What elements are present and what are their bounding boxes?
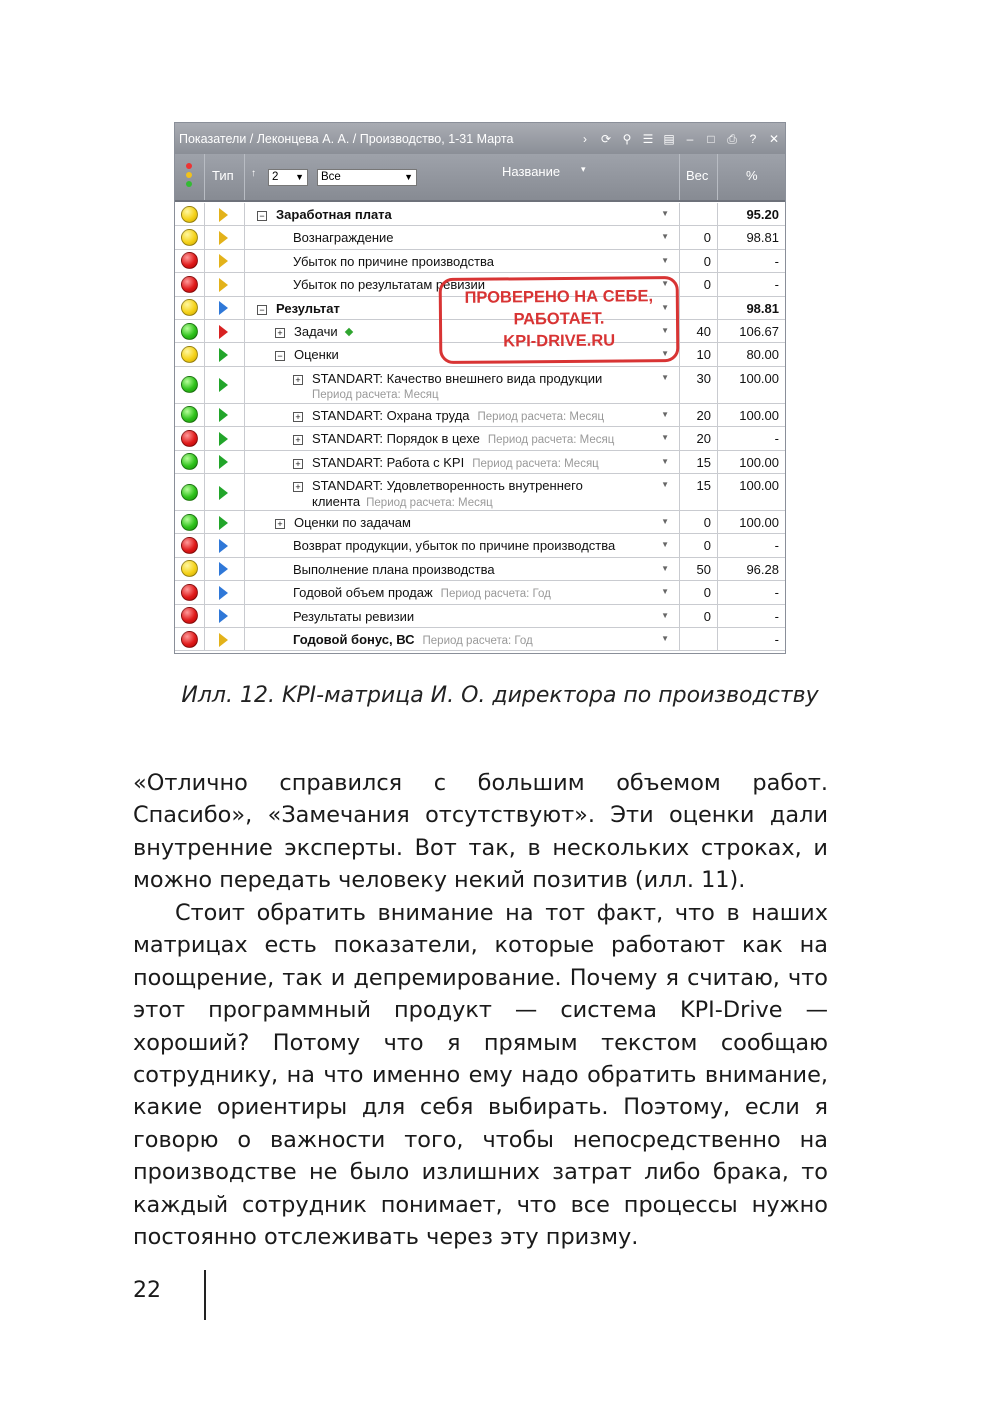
status-cell bbox=[175, 605, 205, 627]
percent-cell bbox=[718, 404, 785, 426]
row-dropdown-icon[interactable]: ▼ bbox=[661, 302, 669, 312]
kpi-name: Результаты ревизии bbox=[293, 608, 415, 624]
table-row[interactable] bbox=[175, 558, 785, 581]
weight-cell bbox=[680, 250, 718, 272]
percent-cell bbox=[718, 511, 785, 533]
percent-value: 106.67 bbox=[739, 324, 779, 339]
row-dropdown-icon[interactable]: ▼ bbox=[661, 540, 669, 550]
collapse-icon[interactable]: − bbox=[275, 351, 285, 361]
type-cell bbox=[205, 273, 245, 295]
status-cell bbox=[175, 534, 205, 556]
kpi-name: Заработная плата bbox=[276, 207, 392, 222]
status-cell bbox=[175, 343, 205, 365]
status-green-icon bbox=[181, 406, 198, 423]
type-green-arrow-icon bbox=[219, 432, 228, 446]
percent-value: 100.00 bbox=[739, 478, 779, 493]
weight-cell bbox=[680, 226, 718, 248]
weight-cell bbox=[680, 343, 718, 365]
percent-value: - bbox=[774, 538, 779, 554]
window-titlebar bbox=[175, 123, 785, 154]
type-cell bbox=[205, 534, 245, 556]
type-blue-arrow-icon bbox=[219, 539, 228, 553]
percent-value: - bbox=[774, 585, 779, 601]
dropdown-arrow-icon: ▼ bbox=[404, 172, 413, 182]
type-cell bbox=[205, 474, 245, 510]
percent-value: 100.00 bbox=[739, 370, 779, 386]
maximize-icon[interactable]: □ bbox=[707, 131, 715, 146]
type-cell bbox=[205, 511, 245, 533]
row-dropdown-icon[interactable]: ▼ bbox=[661, 409, 669, 419]
table-row[interactable] bbox=[175, 404, 785, 427]
name-cell bbox=[245, 367, 680, 403]
status-green-icon bbox=[181, 376, 198, 393]
kpi-name: Результат bbox=[276, 300, 340, 316]
status-red-icon bbox=[181, 607, 198, 624]
filter-select[interactable]: Все ▼ bbox=[317, 169, 417, 186]
weight-cell bbox=[680, 581, 718, 603]
row-dropdown-icon[interactable]: ▼ bbox=[661, 587, 669, 597]
collapse-icon[interactable]: − bbox=[257, 211, 267, 221]
page-divider bbox=[204, 1270, 206, 1320]
period-label: Период расчета: Год bbox=[422, 635, 533, 647]
percent-value: 80.00 bbox=[746, 347, 779, 363]
kpi-name: Вознаграждение bbox=[293, 230, 394, 246]
expand-icon[interactable]: + bbox=[293, 375, 303, 385]
table-header bbox=[175, 154, 785, 202]
table-row[interactable] bbox=[175, 628, 785, 651]
type-green-arrow-icon bbox=[219, 455, 228, 469]
expand-icon[interactable]: + bbox=[275, 328, 285, 338]
kpi-name: STANDART: Охрана труда bbox=[312, 407, 470, 423]
name-cell bbox=[245, 605, 680, 627]
weight-value: 0 bbox=[703, 253, 711, 269]
status-cell bbox=[175, 511, 205, 533]
weight-value: 15 bbox=[696, 454, 711, 470]
type-cell bbox=[205, 320, 245, 342]
status-cell bbox=[175, 581, 205, 603]
weight-column-header[interactable]: Вес bbox=[680, 154, 718, 200]
weight-cell bbox=[680, 404, 718, 426]
kpi-matrix-screenshot bbox=[174, 122, 786, 654]
percent-cell bbox=[718, 605, 785, 627]
status-cell bbox=[175, 427, 205, 449]
status-cell bbox=[175, 628, 205, 650]
percent-value: 100.00 bbox=[739, 515, 779, 530]
status-cell bbox=[175, 558, 205, 580]
weight-cell bbox=[680, 273, 718, 295]
weight-value: 0 bbox=[703, 585, 711, 601]
percent-value: 98.81 bbox=[746, 230, 779, 246]
table-row[interactable] bbox=[175, 427, 785, 450]
type-cell bbox=[205, 297, 245, 319]
status-cell bbox=[175, 250, 205, 272]
status-red-icon bbox=[181, 276, 198, 293]
arrow-right-icon[interactable]: › bbox=[583, 131, 587, 146]
weight-cell bbox=[680, 367, 718, 403]
status-green-icon bbox=[181, 323, 198, 340]
type-blue-arrow-icon bbox=[219, 562, 228, 576]
row-dropdown-icon[interactable]: ▼ bbox=[661, 480, 669, 489]
kpi-name: Выполнение плана производства bbox=[293, 561, 495, 577]
type-green-arrow-icon bbox=[219, 486, 228, 500]
percent-cell bbox=[718, 628, 785, 650]
percent-cell bbox=[718, 427, 785, 449]
table-row[interactable] bbox=[175, 226, 785, 249]
status-red-icon bbox=[181, 430, 198, 447]
percent-value: - bbox=[774, 608, 779, 624]
type-cell bbox=[205, 367, 245, 403]
status-green-icon bbox=[181, 514, 198, 531]
percent-cell bbox=[718, 367, 785, 403]
type-yellow-arrow-icon bbox=[219, 231, 228, 245]
percent-cell bbox=[718, 581, 785, 603]
status-yellow-icon bbox=[181, 299, 198, 316]
weight-value: 30 bbox=[696, 370, 711, 386]
verified-stamp: ПРОВЕРЕНО НА СЕБЕ, РАБОТАЕТ. KPI-DRIVE.RU bbox=[439, 276, 680, 364]
percent-column-header[interactable]: % bbox=[746, 168, 758, 183]
weight-cell bbox=[680, 534, 718, 556]
status-red-icon bbox=[181, 584, 198, 601]
row-dropdown-icon[interactable]: ▼ bbox=[661, 372, 669, 382]
weight-value: 50 bbox=[696, 561, 711, 577]
weight-cell bbox=[680, 320, 718, 342]
level-select[interactable]: 2 ▼ bbox=[268, 169, 308, 186]
period-label: Период расчета: Месяц bbox=[312, 388, 439, 401]
percent-cell bbox=[718, 297, 785, 319]
type-cell bbox=[205, 226, 245, 248]
row-dropdown-icon[interactable]: ▼ bbox=[661, 209, 669, 218]
kpi-name: STANDART: Порядок в цехе bbox=[312, 431, 480, 447]
row-dropdown-icon[interactable]: ▼ bbox=[661, 326, 669, 335]
task-diamond-icon bbox=[344, 328, 352, 336]
name-cell bbox=[245, 226, 680, 248]
traffic-light-icon bbox=[186, 163, 192, 193]
weight-value: 20 bbox=[696, 431, 711, 447]
status-cell bbox=[175, 320, 205, 342]
weight-cell bbox=[680, 474, 718, 510]
kpi-name: Убыток по результатам ревизии bbox=[293, 277, 485, 293]
row-dropdown-icon[interactable]: ▼ bbox=[661, 279, 669, 289]
kpi-name: Убыток по причине производства bbox=[293, 253, 495, 269]
percent-cell bbox=[718, 534, 785, 556]
kpi-name: Оценки bbox=[294, 347, 339, 363]
type-blue-arrow-icon bbox=[219, 586, 228, 600]
weight-value: 0 bbox=[703, 515, 711, 530]
table-row[interactable] bbox=[175, 474, 785, 511]
type-cell bbox=[205, 451, 245, 473]
period-label: Период расчета: Месяц bbox=[366, 497, 493, 509]
status-yellow-icon bbox=[181, 346, 198, 363]
weight-cell bbox=[680, 511, 718, 533]
type-green-arrow-icon bbox=[219, 516, 228, 530]
dropdown-arrow-icon: ▼ bbox=[295, 172, 304, 182]
status-cell bbox=[175, 203, 205, 225]
percent-value: 96.28 bbox=[746, 561, 779, 577]
page-number: 22 bbox=[133, 1278, 161, 1303]
sort-icon[interactable]: ▾ bbox=[581, 164, 586, 174]
kpi-name: Оценки по задачам bbox=[294, 515, 411, 530]
weight-cell bbox=[680, 628, 718, 650]
status-red-icon bbox=[181, 537, 198, 554]
percent-cell bbox=[718, 203, 785, 225]
percent-value: - bbox=[774, 253, 779, 269]
type-red-arrow-icon bbox=[219, 325, 228, 339]
percent-value: 100.00 bbox=[739, 407, 779, 423]
status-red-icon bbox=[181, 252, 198, 269]
status-green-icon bbox=[181, 453, 198, 470]
weight-value: 0 bbox=[703, 608, 711, 624]
row-dropdown-icon[interactable]: ▼ bbox=[661, 517, 669, 526]
type-yellow-arrow-icon bbox=[219, 254, 228, 268]
row-dropdown-icon[interactable]: ▼ bbox=[661, 349, 669, 359]
kpi-name: STANDART: Работа с KPI bbox=[312, 454, 465, 470]
status-cell bbox=[175, 451, 205, 473]
expand-icon[interactable]: + bbox=[275, 519, 285, 529]
status-column-header[interactable] bbox=[175, 154, 205, 200]
period-label: Период расчета: Месяц bbox=[487, 434, 615, 447]
period-label: Период расчета: Месяц bbox=[477, 410, 605, 423]
status-yellow-icon bbox=[181, 560, 198, 577]
name-cell bbox=[245, 203, 680, 225]
percent-cell bbox=[718, 320, 785, 342]
collapse-icon[interactable]: − bbox=[257, 305, 267, 315]
refresh-icon[interactable]: ⟳ bbox=[600, 131, 612, 146]
status-cell bbox=[175, 273, 205, 295]
kpi-name: STANDART: Удовлетворенность внутреннего bbox=[312, 478, 583, 493]
type-cell bbox=[205, 250, 245, 272]
kpi-name: Годовой бонус, ВС bbox=[293, 632, 415, 647]
type-cell bbox=[205, 203, 245, 225]
weight-cell bbox=[680, 203, 718, 225]
percent-value: 100.00 bbox=[739, 454, 779, 470]
percent-cell bbox=[718, 558, 785, 580]
kpi-name: Задачи bbox=[294, 324, 338, 339]
name-cell bbox=[245, 511, 680, 533]
weight-value: 20 bbox=[696, 407, 711, 423]
expand-icon[interactable]: + bbox=[293, 459, 303, 469]
name-cell bbox=[245, 427, 680, 449]
type-blue-arrow-icon bbox=[219, 301, 228, 315]
percent-cell bbox=[718, 250, 785, 272]
kpi-name: Годовой объем продаж bbox=[293, 585, 433, 601]
type-yellow-arrow-icon bbox=[219, 633, 228, 647]
name-cell bbox=[245, 404, 680, 426]
row-dropdown-icon[interactable]: ▼ bbox=[661, 456, 669, 466]
percent-cell bbox=[718, 273, 785, 295]
row-dropdown-icon[interactable]: ▼ bbox=[661, 563, 669, 573]
status-green-icon bbox=[181, 484, 198, 501]
expand-icon[interactable]: + bbox=[293, 482, 303, 492]
status-yellow-icon bbox=[181, 206, 198, 223]
weight-value: 0 bbox=[703, 230, 711, 246]
type-green-arrow-icon bbox=[219, 408, 228, 422]
paragraph: Стоит обратить внимание на тот факт, что в наших матрицах есть показатели, которые работают как на поощрение, так и депремирование. Почему я считаю, что этот программный продукт — система KPI-Drive — хороший? Потому что я прямым текстом сообщаю сотруднику, на что именно ему надо обратить внимание, какие ориентиры для себя выбирать. Поэтому, если я говорю о важности того, чтобы непосредственно на производстве не было излишних затрат либо брака, то каждый сотрудник понимает, что все процессы нужно постоянно отслеживать через эту призму. bbox=[133, 900, 828, 1251]
weight-value: 0 bbox=[703, 277, 711, 293]
weight-cell bbox=[680, 451, 718, 473]
percent-value: - bbox=[774, 632, 779, 647]
type-cell bbox=[205, 558, 245, 580]
table-row[interactable] bbox=[175, 605, 785, 628]
expand-icon[interactable]: + bbox=[293, 435, 303, 445]
percent-value: 98.81 bbox=[746, 300, 779, 316]
status-yellow-icon bbox=[181, 229, 198, 246]
status-red-icon bbox=[181, 631, 198, 648]
table-row[interactable] bbox=[175, 451, 785, 474]
status-cell bbox=[175, 226, 205, 248]
status-cell bbox=[175, 367, 205, 403]
table-row[interactable] bbox=[175, 581, 785, 604]
weight-cell bbox=[680, 427, 718, 449]
type-cell bbox=[205, 343, 245, 365]
figure-caption: Илл. 12. KPI-матрица И. О. директора по производству bbox=[181, 683, 819, 708]
type-cell bbox=[205, 628, 245, 650]
percent-cell bbox=[718, 343, 785, 365]
type-column-header[interactable]: Тип bbox=[205, 154, 245, 200]
close-icon[interactable]: ✕ bbox=[768, 131, 780, 146]
percent-cell bbox=[718, 226, 785, 248]
row-dropdown-icon[interactable]: ▼ bbox=[661, 433, 669, 443]
status-cell bbox=[175, 474, 205, 510]
name-cell bbox=[245, 581, 680, 603]
name-cell bbox=[245, 451, 680, 473]
type-cell bbox=[205, 427, 245, 449]
row-dropdown-icon[interactable]: ▼ bbox=[661, 610, 669, 620]
table-row[interactable] bbox=[175, 203, 785, 226]
percent-cell bbox=[718, 451, 785, 473]
table-row[interactable] bbox=[175, 250, 785, 273]
type-green-arrow-icon bbox=[219, 348, 228, 362]
name-cell bbox=[245, 250, 680, 272]
weight-cell bbox=[680, 297, 718, 319]
name-cell bbox=[245, 474, 680, 510]
percent-cell bbox=[718, 474, 785, 510]
period-label: Период расчета: Год bbox=[440, 588, 551, 601]
period-label: Период расчета: Месяц bbox=[472, 457, 599, 470]
name-cell bbox=[245, 558, 680, 580]
table-row[interactable] bbox=[175, 367, 785, 404]
status-cell bbox=[175, 297, 205, 319]
excel-icon[interactable]: ▤ bbox=[663, 131, 675, 146]
name-cell bbox=[245, 628, 680, 650]
kpi-name: Возврат продукции, убыток по причине производства bbox=[293, 538, 616, 554]
type-blue-arrow-icon bbox=[219, 609, 228, 623]
row-dropdown-icon[interactable]: ▼ bbox=[661, 634, 669, 643]
table-row[interactable] bbox=[175, 511, 785, 534]
row-dropdown-icon[interactable]: ▼ bbox=[661, 255, 669, 265]
search-icon[interactable]: ⚲ bbox=[622, 131, 632, 146]
window-title: Показатели / Леконцева А. А. / Производство, 1-31 Марта bbox=[179, 131, 514, 146]
minimize-icon[interactable]: – bbox=[686, 131, 694, 146]
type-green-arrow-icon bbox=[219, 378, 228, 392]
weight-value: 40 bbox=[696, 324, 711, 339]
weight-cell bbox=[680, 558, 718, 580]
table-row[interactable] bbox=[175, 534, 785, 557]
type-cell bbox=[205, 581, 245, 603]
paragraph: «Отлично справился с большим объемом работ. Спасибо», «Замечания отсутствуют». Эти оценки дали внутренние эксперты. Вот так, в нескольких строках, и можно передать человеку некий позитив (илл. 11). bbox=[133, 770, 828, 894]
print-icon[interactable]: ⎙ bbox=[727, 131, 737, 146]
type-cell bbox=[205, 404, 245, 426]
kpi-name-continued: клиента bbox=[312, 494, 361, 509]
type-cell bbox=[205, 605, 245, 627]
type-yellow-arrow-icon bbox=[219, 278, 228, 292]
percent-value: - bbox=[774, 431, 779, 447]
help-icon[interactable]: ? bbox=[749, 131, 757, 146]
type-yellow-arrow-icon bbox=[219, 208, 228, 222]
weight-value: 0 bbox=[703, 538, 711, 554]
percent-value: - bbox=[774, 277, 779, 293]
list-icon[interactable]: ☰ bbox=[642, 131, 654, 146]
expand-arrow-icon[interactable]: ↑ bbox=[251, 168, 256, 179]
kpi-name: STANDART: Качество внешнего вида продукции bbox=[312, 370, 603, 386]
percent-value: 95.20 bbox=[746, 207, 779, 222]
row-dropdown-icon[interactable]: ▼ bbox=[661, 232, 669, 242]
weight-cell bbox=[680, 605, 718, 627]
name-column-header[interactable]: ↑ 2 ▼ Все ▼ Название ▾ bbox=[245, 154, 680, 200]
weight-value: 10 bbox=[696, 347, 711, 363]
name-cell bbox=[245, 534, 680, 556]
status-cell bbox=[175, 404, 205, 426]
expand-icon[interactable]: + bbox=[293, 412, 303, 422]
weight-value: 15 bbox=[696, 478, 711, 493]
